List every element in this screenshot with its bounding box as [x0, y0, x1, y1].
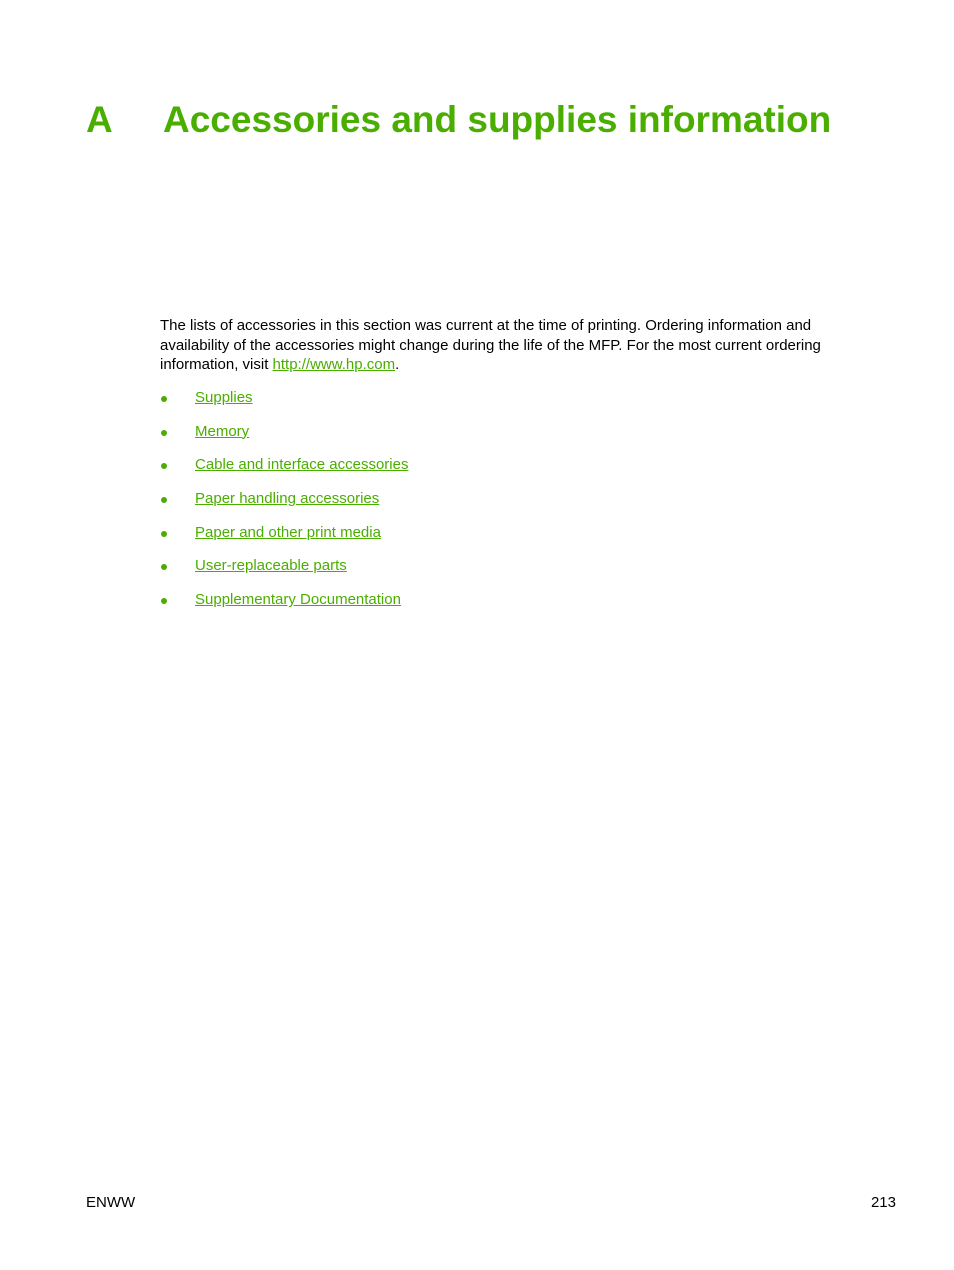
chapter-title: Accessories and supplies information	[163, 99, 832, 140]
bullet-icon	[161, 564, 167, 570]
footer-page-number: 213	[870, 1194, 896, 1211]
intro-text: The lists of accessories in this section was current at the time of printing. Ordering information and availability of the accessories might change during the life of the MFP. For the most current ordering information, visit	[160, 317, 821, 373]
list-item	[160, 489, 408, 523]
bullet-icon	[161, 430, 167, 436]
bullet-icon	[161, 531, 167, 537]
list-item	[160, 388, 408, 422]
link-paper-handling-accessories[interactable]: Paper handling accessories	[195, 490, 380, 508]
list-item	[160, 590, 408, 624]
bullet-icon	[161, 497, 167, 503]
bullet-icon	[161, 598, 167, 604]
link-user-replaceable-parts[interactable]: User-replaceable parts	[195, 557, 347, 575]
bullet-icon	[161, 396, 167, 402]
footer-document-code: ENWW	[86, 1194, 136, 1211]
chapter-heading	[86, 96, 831, 144]
link-cable-interface-accessories[interactable]: Cable and interface accessories	[195, 456, 409, 474]
bullet-icon	[161, 463, 167, 469]
link-supplementary-documentation[interactable]: Supplementary Documentation	[195, 591, 401, 609]
hp-website-link[interactable]: http://www.hp.com	[272, 356, 396, 373]
link-paper-print-media[interactable]: Paper and other print media	[195, 523, 381, 541]
intro-text-end: .	[395, 356, 400, 373]
list-item	[160, 422, 408, 456]
chapter-letter: A	[86, 99, 113, 140]
intro-paragraph	[160, 316, 880, 375]
link-memory[interactable]: Memory	[195, 422, 250, 440]
list-item	[160, 455, 408, 489]
section-link-list	[160, 388, 408, 624]
list-item	[160, 556, 408, 590]
list-item	[160, 523, 408, 557]
link-supplies[interactable]: Supplies	[195, 389, 253, 406]
